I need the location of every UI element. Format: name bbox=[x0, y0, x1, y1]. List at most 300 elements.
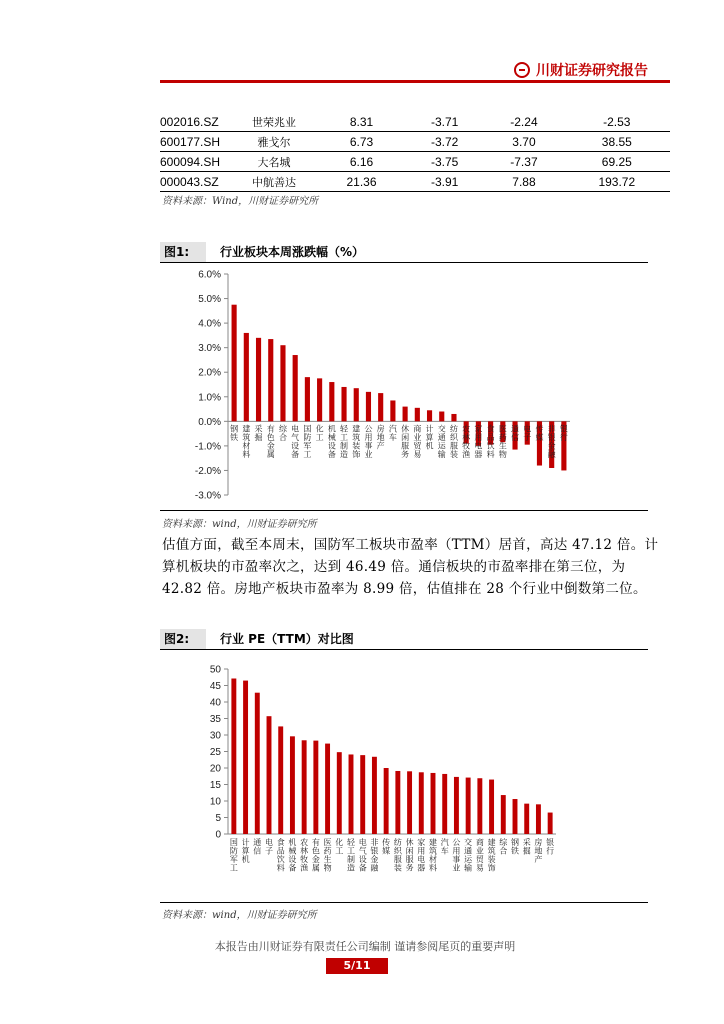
category-label bbox=[452, 838, 460, 873]
bar bbox=[366, 392, 371, 421]
svg-text:银: 银 bbox=[546, 838, 555, 847]
svg-text:机: 机 bbox=[327, 424, 336, 434]
y-tick-label: 5 bbox=[215, 813, 221, 824]
bar bbox=[313, 741, 318, 834]
svg-text:媒: 媒 bbox=[382, 846, 391, 856]
bar bbox=[329, 382, 334, 421]
svg-text:物: 物 bbox=[498, 449, 507, 459]
svg-text:综: 综 bbox=[278, 424, 287, 434]
y-tick-label: 50 bbox=[209, 664, 221, 676]
category-label bbox=[511, 837, 519, 856]
svg-text:机: 机 bbox=[288, 838, 297, 847]
y-tick-label: 15 bbox=[209, 780, 221, 791]
category-label bbox=[394, 837, 403, 873]
svg-text:器: 器 bbox=[474, 449, 483, 459]
figure1-title-bar bbox=[160, 242, 648, 263]
svg-text:轻: 轻 bbox=[347, 838, 355, 847]
figure1-label: 图1: bbox=[160, 242, 206, 262]
category-label bbox=[370, 837, 379, 873]
footer-disclaimer: 本报告由川财证券有限责任公司编制 谨请参阅尾页的重要声明 bbox=[214, 940, 516, 953]
svg-text:饮: 饮 bbox=[486, 441, 495, 451]
svg-text:电: 电 bbox=[417, 855, 426, 864]
category-label bbox=[382, 837, 390, 856]
category-label bbox=[324, 838, 332, 873]
page-number: 5/11 bbox=[326, 958, 388, 974]
stock-table bbox=[160, 112, 670, 192]
bar bbox=[427, 410, 432, 421]
category-label bbox=[406, 837, 414, 873]
svg-text:银: 银 bbox=[370, 846, 379, 856]
stock-name: 雅戈尔 bbox=[230, 132, 318, 152]
svg-text:公: 公 bbox=[364, 424, 373, 434]
svg-text:造: 造 bbox=[347, 863, 355, 873]
bar bbox=[501, 795, 506, 834]
category-label bbox=[347, 837, 356, 873]
svg-text:易: 易 bbox=[475, 863, 484, 873]
svg-text:材: 材 bbox=[242, 441, 251, 451]
svg-text:装: 装 bbox=[393, 863, 402, 873]
svg-text:设: 设 bbox=[327, 441, 336, 451]
svg-text:品: 品 bbox=[486, 432, 495, 442]
svg-text:采: 采 bbox=[522, 838, 531, 847]
svg-text:药: 药 bbox=[323, 846, 332, 856]
svg-text:公: 公 bbox=[452, 838, 461, 847]
svg-text:医: 医 bbox=[498, 424, 507, 434]
svg-text:械: 械 bbox=[288, 846, 297, 856]
y-tick-label: 30 bbox=[209, 730, 221, 742]
svg-text:轻: 轻 bbox=[340, 424, 349, 434]
brand-name: 川财证券研究报告 bbox=[536, 63, 648, 79]
stock-code: 000043.SZ bbox=[160, 172, 230, 192]
svg-text:林: 林 bbox=[300, 846, 309, 856]
bar bbox=[403, 407, 408, 422]
bar bbox=[451, 414, 456, 421]
svg-text:子: 子 bbox=[523, 432, 532, 442]
svg-text:建: 建 bbox=[242, 424, 251, 434]
svg-text:军: 军 bbox=[303, 441, 312, 451]
svg-text:生: 生 bbox=[323, 855, 332, 864]
svg-text:房: 房 bbox=[534, 838, 543, 847]
svg-text:防: 防 bbox=[229, 846, 238, 856]
svg-text:筑: 筑 bbox=[487, 846, 496, 856]
stock-value-3: -2.24 bbox=[484, 112, 563, 132]
y-tick-label: 2.0% bbox=[198, 367, 221, 379]
category-label bbox=[335, 837, 343, 856]
svg-text:料: 料 bbox=[486, 449, 495, 459]
category-label bbox=[560, 423, 568, 442]
bar bbox=[325, 744, 330, 834]
svg-text:家: 家 bbox=[417, 838, 426, 847]
svg-text:备: 备 bbox=[291, 449, 300, 459]
svg-text:纺: 纺 bbox=[449, 424, 458, 434]
svg-text:筑: 筑 bbox=[429, 846, 437, 856]
valuation-paragraph: 估值方面，截至本周末，国防军工板块市盈率（TTM）居首，高达 47.12 倍。计算机板块的市盈率次之，达到 46.49 倍。通信板块的市盈率排在第三位，为 42.82 倍。房地产板块市盈率为 8.99 倍，估值排在 28 个行业中倒数第二位。 bbox=[162, 537, 659, 597]
category-label bbox=[487, 423, 495, 459]
svg-text:服: 服 bbox=[393, 855, 402, 864]
bar bbox=[419, 772, 424, 834]
stock-value-2: -3.71 bbox=[405, 112, 484, 132]
svg-text:用: 用 bbox=[417, 846, 426, 856]
category-label bbox=[377, 423, 385, 450]
svg-text:地: 地 bbox=[376, 432, 385, 442]
bar bbox=[390, 400, 395, 421]
svg-text:牧: 牧 bbox=[300, 855, 309, 864]
stock-value-3: -7.37 bbox=[484, 152, 563, 172]
svg-text:银: 银 bbox=[547, 432, 556, 442]
svg-text:信: 信 bbox=[511, 432, 520, 442]
category-label bbox=[548, 423, 557, 459]
svg-text:服: 服 bbox=[405, 855, 414, 864]
y-tick-label: 25 bbox=[209, 747, 221, 758]
stock-value-2: -3.75 bbox=[405, 152, 484, 172]
category-label bbox=[441, 837, 449, 856]
svg-text:商: 商 bbox=[475, 838, 484, 847]
category-label bbox=[474, 423, 482, 459]
bar bbox=[454, 777, 459, 834]
svg-text:色: 色 bbox=[266, 432, 275, 442]
bar bbox=[384, 768, 389, 834]
category-label bbox=[230, 423, 238, 442]
category-label bbox=[401, 423, 409, 459]
svg-text:休: 休 bbox=[401, 424, 410, 434]
bar bbox=[317, 378, 322, 421]
svg-text:料: 料 bbox=[429, 863, 437, 873]
svg-text:饰: 饰 bbox=[487, 863, 496, 873]
stock-value-3: 7.88 bbox=[484, 172, 563, 192]
svg-text:休: 休 bbox=[405, 838, 414, 847]
bar bbox=[243, 681, 248, 834]
svg-text:器: 器 bbox=[417, 863, 426, 873]
svg-text:传: 传 bbox=[535, 424, 544, 434]
svg-text:建: 建 bbox=[429, 838, 437, 847]
svg-text:计: 计 bbox=[241, 838, 250, 847]
svg-text:金: 金 bbox=[370, 855, 379, 864]
svg-text:筑: 筑 bbox=[242, 432, 251, 442]
svg-text:通: 通 bbox=[253, 838, 262, 847]
svg-text:业: 业 bbox=[413, 432, 422, 442]
svg-text:掘: 掘 bbox=[522, 846, 531, 856]
stock-name: 中航善达 bbox=[230, 172, 318, 192]
stock-value-1: 8.31 bbox=[318, 112, 405, 132]
bar bbox=[354, 388, 359, 421]
svg-text:装: 装 bbox=[487, 855, 496, 864]
svg-text:通: 通 bbox=[437, 432, 446, 442]
svg-text:地: 地 bbox=[534, 846, 543, 856]
y-tick-label: -2.0% bbox=[194, 465, 221, 477]
bar bbox=[415, 408, 420, 422]
table-source: 资料来源：Wind，川财证券研究所 bbox=[162, 196, 319, 207]
stock-value-2: -3.72 bbox=[405, 132, 484, 152]
y-tick-label: 20 bbox=[209, 763, 221, 775]
bar bbox=[360, 755, 365, 834]
bar bbox=[278, 726, 283, 834]
svg-text:计: 计 bbox=[425, 424, 434, 434]
category-label bbox=[476, 837, 485, 873]
svg-text:建: 建 bbox=[352, 424, 361, 434]
y-tick-label: 0.0% bbox=[198, 416, 221, 428]
svg-text:用: 用 bbox=[364, 432, 373, 442]
svg-text:林: 林 bbox=[462, 432, 471, 442]
svg-text:用: 用 bbox=[474, 432, 483, 442]
svg-text:装: 装 bbox=[352, 441, 361, 451]
svg-text:备: 备 bbox=[288, 863, 297, 873]
category-label bbox=[340, 423, 349, 459]
y-tick-label: 0 bbox=[215, 829, 221, 841]
svg-text:合: 合 bbox=[499, 846, 508, 856]
svg-text:筑: 筑 bbox=[352, 432, 361, 442]
svg-text:行: 行 bbox=[559, 432, 568, 442]
svg-text:输: 输 bbox=[437, 449, 446, 459]
svg-text:闲: 闲 bbox=[405, 846, 414, 856]
figure2-source: 资料来源：wind，川财证券研究所 bbox=[162, 910, 317, 921]
svg-text:建: 建 bbox=[487, 838, 496, 847]
svg-text:通: 通 bbox=[464, 846, 473, 856]
bar bbox=[255, 693, 260, 834]
svg-text:工: 工 bbox=[340, 432, 349, 442]
svg-text:料: 料 bbox=[242, 449, 251, 459]
bar bbox=[548, 813, 553, 834]
category-label bbox=[265, 837, 273, 856]
svg-text:电: 电 bbox=[523, 424, 532, 434]
category-label bbox=[450, 423, 459, 459]
category-label bbox=[253, 837, 261, 856]
svg-text:有: 有 bbox=[266, 424, 275, 434]
category-label bbox=[279, 423, 288, 442]
category-label bbox=[288, 837, 296, 873]
svg-text:综: 综 bbox=[499, 838, 508, 847]
svg-text:食: 食 bbox=[276, 838, 285, 847]
svg-text:品: 品 bbox=[276, 846, 285, 856]
category-label bbox=[352, 423, 360, 459]
svg-text:产: 产 bbox=[534, 855, 543, 864]
bar bbox=[290, 736, 295, 834]
category-label bbox=[511, 423, 519, 442]
category-label bbox=[328, 423, 336, 459]
svg-text:饮: 饮 bbox=[276, 855, 285, 864]
svg-text:电: 电 bbox=[474, 441, 483, 451]
category-label bbox=[462, 423, 470, 459]
svg-text:渔: 渔 bbox=[300, 863, 309, 873]
svg-text:交: 交 bbox=[437, 424, 446, 434]
table-row bbox=[160, 132, 670, 152]
svg-text:行: 行 bbox=[546, 846, 555, 856]
table-row bbox=[160, 172, 670, 192]
category-label bbox=[499, 837, 508, 856]
svg-text:闲: 闲 bbox=[401, 432, 410, 442]
svg-text:造: 造 bbox=[340, 449, 349, 459]
svg-text:媒: 媒 bbox=[535, 432, 544, 442]
svg-text:化: 化 bbox=[315, 424, 324, 434]
stock-value-4: 69.25 bbox=[564, 152, 670, 172]
svg-text:融: 融 bbox=[370, 863, 379, 873]
svg-text:业: 业 bbox=[452, 863, 461, 873]
svg-text:工: 工 bbox=[335, 846, 344, 856]
svg-text:备: 备 bbox=[358, 863, 367, 873]
svg-text:事: 事 bbox=[364, 441, 373, 451]
svg-text:工: 工 bbox=[229, 863, 238, 873]
svg-text:金: 金 bbox=[266, 441, 275, 451]
category-label bbox=[523, 423, 531, 442]
svg-text:织: 织 bbox=[393, 846, 402, 856]
y-tick-label: 40 bbox=[209, 697, 221, 709]
brand-logo-icon bbox=[514, 62, 530, 78]
svg-text:军: 军 bbox=[229, 855, 238, 864]
svg-text:服: 服 bbox=[401, 441, 410, 451]
bar bbox=[302, 740, 307, 834]
bar bbox=[536, 804, 541, 834]
table-row bbox=[160, 112, 670, 132]
svg-text:气: 气 bbox=[291, 432, 300, 442]
stock-value-4: -2.53 bbox=[564, 112, 670, 132]
y-tick-label: 5.0% bbox=[198, 294, 221, 306]
svg-text:防: 防 bbox=[303, 432, 312, 442]
svg-text:金: 金 bbox=[311, 855, 320, 864]
svg-text:农: 农 bbox=[300, 838, 309, 847]
svg-text:电: 电 bbox=[358, 838, 367, 847]
chart-weekly-change bbox=[160, 264, 650, 510]
svg-text:子: 子 bbox=[265, 846, 273, 856]
bar bbox=[268, 339, 273, 421]
category-label bbox=[300, 837, 308, 873]
svg-text:传: 传 bbox=[382, 838, 391, 847]
stock-value-1: 6.16 bbox=[318, 152, 405, 172]
category-label bbox=[242, 837, 250, 864]
y-tick-label: -1.0% bbox=[194, 441, 221, 453]
bar bbox=[256, 338, 261, 421]
stock-value-1: 6.73 bbox=[318, 132, 405, 152]
figure1-source: 资料来源：wind，川财证券研究所 bbox=[162, 519, 317, 530]
svg-text:输: 输 bbox=[464, 863, 473, 873]
svg-text:贸: 贸 bbox=[413, 441, 422, 451]
category-label bbox=[277, 837, 285, 873]
svg-text:设: 设 bbox=[358, 855, 367, 864]
bar bbox=[372, 757, 377, 834]
stock-value-3: 3.70 bbox=[484, 132, 563, 152]
y-tick-label: 1.0% bbox=[198, 392, 221, 404]
bar bbox=[524, 804, 529, 834]
svg-text:非: 非 bbox=[547, 424, 556, 434]
svg-text:非: 非 bbox=[370, 838, 379, 847]
bar bbox=[439, 412, 444, 422]
stock-value-4: 38.55 bbox=[564, 132, 670, 152]
svg-text:国: 国 bbox=[229, 838, 238, 847]
svg-text:车: 车 bbox=[388, 432, 397, 442]
svg-text:纺: 纺 bbox=[393, 838, 402, 847]
bar bbox=[349, 754, 354, 834]
svg-text:设: 设 bbox=[288, 855, 297, 864]
figure2-label: 图2: bbox=[160, 629, 206, 649]
svg-text:车: 车 bbox=[440, 846, 449, 856]
category-label bbox=[267, 423, 275, 459]
svg-text:银: 银 bbox=[559, 424, 568, 434]
bar bbox=[280, 345, 285, 421]
svg-text:钢: 钢 bbox=[230, 424, 239, 434]
svg-text:产: 产 bbox=[376, 441, 385, 451]
category-label bbox=[312, 837, 320, 873]
svg-text:钢: 钢 bbox=[511, 838, 519, 847]
svg-text:交: 交 bbox=[464, 838, 473, 847]
chart-pe-ttm bbox=[160, 652, 650, 898]
svg-text:医: 医 bbox=[323, 838, 332, 847]
svg-text:工: 工 bbox=[347, 846, 355, 856]
svg-text:材: 材 bbox=[429, 855, 437, 864]
svg-text:制: 制 bbox=[347, 855, 355, 864]
svg-text:算: 算 bbox=[425, 432, 434, 442]
y-tick-label: 10 bbox=[209, 796, 221, 808]
category-label bbox=[499, 424, 507, 459]
bar bbox=[477, 778, 482, 834]
svg-text:设: 设 bbox=[291, 441, 300, 451]
svg-text:料: 料 bbox=[276, 863, 285, 873]
y-tick-label: 35 bbox=[209, 714, 221, 725]
category-label bbox=[316, 423, 324, 442]
category-label bbox=[291, 423, 299, 459]
category-label bbox=[546, 837, 554, 856]
bar bbox=[407, 771, 412, 834]
svg-text:金: 金 bbox=[547, 441, 556, 451]
stock-value-1: 21.36 bbox=[318, 172, 405, 192]
bar bbox=[442, 774, 447, 834]
stock-value-4: 193.72 bbox=[564, 172, 670, 192]
figure1-title: 行业板块本周涨跌幅（%） bbox=[220, 245, 365, 259]
svg-text:汽: 汽 bbox=[388, 424, 397, 434]
svg-text:掘: 掘 bbox=[254, 432, 263, 442]
y-tick-label: 45 bbox=[209, 681, 221, 692]
svg-text:信: 信 bbox=[253, 846, 262, 856]
bar bbox=[244, 333, 249, 421]
figure1-bottom-rule bbox=[160, 510, 648, 511]
figure2-title: 行业 PE（TTM）对比图 bbox=[220, 632, 354, 646]
svg-text:农: 农 bbox=[462, 424, 471, 434]
svg-text:运: 运 bbox=[437, 441, 446, 451]
category-label bbox=[364, 424, 372, 459]
category-label bbox=[426, 423, 434, 450]
category-label bbox=[242, 423, 250, 459]
svg-text:易: 易 bbox=[413, 449, 422, 459]
bar bbox=[305, 377, 310, 421]
svg-text:房: 房 bbox=[376, 424, 385, 434]
y-tick-label: 4.0% bbox=[198, 318, 221, 330]
svg-text:食: 食 bbox=[486, 424, 495, 434]
bar bbox=[341, 387, 346, 421]
bar bbox=[513, 799, 518, 834]
svg-text:装: 装 bbox=[449, 449, 458, 459]
svg-text:电: 电 bbox=[265, 838, 273, 847]
stock-name: 世荣兆业 bbox=[230, 112, 318, 132]
bar bbox=[232, 305, 237, 422]
svg-text:化: 化 bbox=[335, 838, 344, 847]
svg-text:合: 合 bbox=[278, 432, 287, 442]
svg-text:属: 属 bbox=[266, 449, 275, 459]
category-label bbox=[230, 838, 238, 873]
y-tick-label: -3.0% bbox=[194, 490, 221, 502]
svg-text:商: 商 bbox=[413, 424, 422, 434]
header-brand bbox=[514, 60, 648, 80]
category-label bbox=[488, 837, 496, 873]
svg-text:铁: 铁 bbox=[230, 432, 239, 442]
y-tick-label: 6.0% bbox=[198, 269, 221, 281]
svg-text:色: 色 bbox=[311, 846, 320, 856]
svg-text:融: 融 bbox=[547, 449, 556, 459]
svg-text:物: 物 bbox=[323, 863, 332, 873]
svg-text:属: 属 bbox=[311, 863, 320, 873]
category-label bbox=[413, 423, 422, 459]
svg-text:务: 务 bbox=[401, 449, 410, 459]
category-label bbox=[523, 837, 531, 856]
category-label bbox=[303, 424, 311, 459]
bar bbox=[466, 778, 471, 834]
bar bbox=[431, 773, 436, 834]
